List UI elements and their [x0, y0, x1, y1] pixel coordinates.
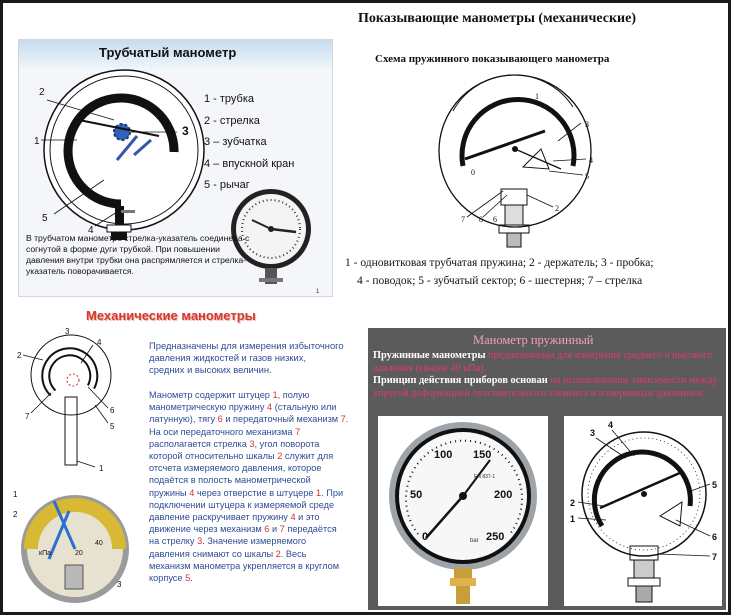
mech-body-num: 1 [316, 487, 322, 498]
spring-callout-4: 4 [608, 420, 614, 430]
mech-body-span: , угол поворота которой относительно шкалы [149, 438, 320, 462]
gauge-tick: 50 [410, 489, 423, 501]
mech-body-num: 7 [279, 524, 285, 535]
scheme-caption-line2: 4 - поводок; 5 - зубчатый сектор; 6 - шестерня; 7 – стрелка [357, 275, 643, 287]
gauge-tick: 0 [422, 531, 429, 543]
mech-body-span: через отверстие в штуцере [194, 487, 317, 498]
spring-callout-6: 6 [712, 532, 718, 542]
scheme-diagram [423, 71, 613, 251]
spring-callout-1: 1 [570, 514, 576, 524]
spring-title: Манометр пружинный [473, 333, 594, 347]
spring-text [373, 350, 723, 400]
scheme-callout-2: 2 [555, 204, 559, 213]
tube-legend-item: 3 – зубчатка [204, 136, 267, 148]
mech-body-num: 3 [249, 438, 255, 449]
scheme-callout-6: 6 [493, 215, 497, 224]
spring-text-a-rest: предназначены для измерения среднего и высокого давления (свыше 40 кПа). [373, 350, 713, 374]
mech-body-span: . Весь механизм манометра укрепляется в круглом корпусе [149, 548, 340, 584]
gauge-tick: 100 [434, 449, 453, 461]
mech-photo-tick: 20 [75, 550, 83, 557]
scheme-callout-3: 3 [585, 120, 589, 129]
mech-body-num: 7 [295, 426, 301, 437]
gauge-unit: bar [470, 538, 479, 544]
mech-gauge-photo [9, 481, 134, 609]
mech-body-span: передаётся на стрелку [149, 524, 337, 547]
mech-body-num: 1 [272, 390, 278, 400]
tube-description: В трубчатом манометре стрелка-указатель соединена с согнутой в форме дуги трубкой. При повышении давления внутри трубки она распрямляется и стрелка-указатель поворачивается. [26, 233, 250, 276]
scheme-callout-4: 4 [589, 156, 593, 165]
mech-body-num: 6 [264, 524, 270, 535]
tube-photo-label: 1 [316, 289, 320, 295]
tube-legend-item: 1 - трубка [204, 93, 255, 105]
mech-callout-7: 7 [25, 412, 30, 421]
gauge-tick: 250 [486, 531, 505, 543]
tube-gauge-panel [18, 39, 333, 297]
mech-callout-3: 3 [65, 327, 70, 336]
mech-intro: Предназначены для измерения избыточного давления жидкостей и газов низких, средних и высоких величин. [149, 340, 344, 376]
mech-callout-1: 1 [99, 464, 104, 473]
gauge-mark: EN 837-1 [474, 474, 496, 480]
tube-callout-3: 3 [182, 124, 189, 138]
mech-photo-tick: 40 [95, 540, 103, 547]
tube-callout-4: 4 [88, 225, 94, 236]
spring-text-b-bold: Принцип действия приборов основан [373, 375, 548, 386]
tube-legend-item: 4 – впускной кран [204, 157, 295, 170]
gauge-tick: 150 [473, 449, 492, 461]
mech-photo-callout-1: 1 [13, 490, 18, 499]
mech-photo-callout-3: 3 [117, 580, 122, 589]
tube-legend-item: 5 - рычаг [204, 179, 250, 191]
mech-body-num: 3 [197, 536, 203, 547]
spring-text-a-bold: Пружинные манометры [373, 350, 486, 361]
mech-body-span: (стальную или латунную), тягу [149, 402, 337, 425]
spring-callout-3: 3 [590, 428, 596, 438]
mech-diagram [13, 325, 138, 485]
tube-callout-1: 1 [34, 136, 40, 147]
mech-body-span: Манометр содержит штуцер [149, 390, 273, 400]
scheme-callout-5: 5 [585, 172, 589, 181]
tube-callout-2: 2 [39, 87, 45, 98]
mech-body-num: 6 [217, 414, 223, 425]
spring-callout-5: 5 [712, 480, 718, 490]
scheme-callout-7: 7 [461, 215, 465, 224]
mech-body-num: 2 [277, 451, 283, 462]
mech-body-num: 7 [340, 414, 346, 425]
mech-body-span: располагается стрелка [149, 438, 250, 449]
mech-photo-unit: кПа [39, 550, 51, 557]
mech-body-span: и передаточный механизм [222, 414, 341, 425]
scheme-callout-1: 1 [535, 92, 539, 101]
mech-body-num: 4 [290, 512, 296, 523]
mech-body [149, 389, 349, 584]
scheme-title: Схема пружинного показывающего манометра [375, 53, 610, 65]
mech-body-span: . При подключении штуцера к измеряемой среде давление раскручивает пружину [149, 487, 344, 523]
tube-gauge-title: Трубчатый манометр [99, 45, 237, 60]
mech-callout-2: 2 [17, 351, 22, 360]
spring-text-b-rest: на использовании зависимости между упругой деформацией чувствительного элемента и измеряемым давлением. [373, 375, 718, 399]
mech-body-num: 5 [185, 573, 191, 584]
scheme-caption-line1: 1 - одновитковая трубчатая пружина; 2 - держатель; 3 - пробка; [345, 257, 654, 269]
tube-callout-5: 5 [42, 213, 48, 224]
mech-body-span: , полую манометрическую пружину [149, 390, 310, 413]
spring-gauge-photo [378, 416, 548, 606]
main-title: Показывающие манометры (механические) [358, 11, 636, 26]
mech-body-span: . Значение измеряемого давления снимают со шкалы [149, 536, 307, 559]
mech-callout-5: 5 [110, 422, 115, 431]
mech-title: Механические манометры [86, 308, 256, 323]
gauge-tick: 200 [494, 489, 513, 501]
mech-photo-callout-2: 2 [13, 510, 18, 519]
mech-body-span: . [190, 573, 193, 584]
svg-text:0: 0 [471, 168, 475, 177]
slide [3, 3, 728, 612]
mech-body-span: . На оси передаточного механизма [149, 414, 349, 437]
scheme-callout-8: 8 [479, 215, 483, 224]
spring-callout-7: 7 [712, 552, 718, 562]
tube-legend [204, 89, 294, 197]
mech-callout-6: 6 [110, 406, 115, 415]
mech-body-span: и [269, 524, 280, 535]
spring-gauge-panel [368, 328, 726, 610]
mech-body-num: 4 [189, 487, 195, 498]
mech-body-span: и это движение через механизм [149, 512, 320, 535]
mech-body-num: 2 [275, 548, 281, 559]
spring-gauge-diagram [564, 416, 722, 606]
tube-legend-item: 2 - стрелка [204, 114, 260, 127]
mech-callout-4: 4 [97, 338, 102, 347]
spring-callout-2: 2 [570, 498, 576, 508]
mech-body-num: 4 [267, 402, 273, 413]
mech-body-span: служит для отсчета измеряемого давления, которое подаётся в полость манометрической пружины [149, 451, 334, 498]
